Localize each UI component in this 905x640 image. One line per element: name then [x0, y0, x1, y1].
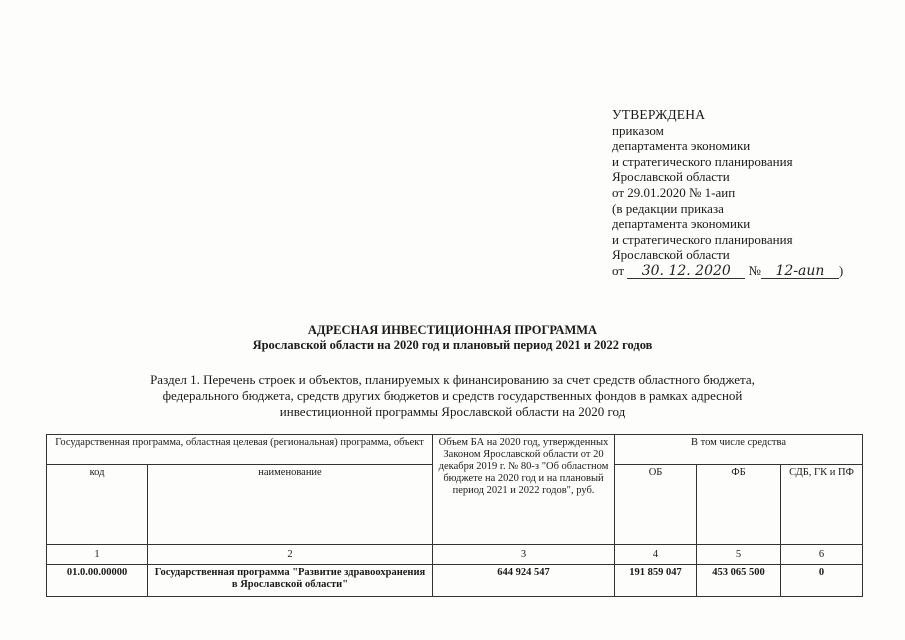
- header-sdb: СДБ, ГК и ПФ: [781, 465, 863, 545]
- row-volume: 644 924 547: [433, 565, 615, 597]
- row-fb: 453 065 500: [697, 565, 781, 597]
- closing-paren: ): [838, 262, 844, 278]
- approval-line: приказом: [612, 122, 664, 138]
- header-fb: ФБ: [697, 465, 781, 545]
- column-number: 1: [47, 545, 148, 565]
- document-title: [0, 323, 905, 353]
- column-number: 6: [781, 545, 863, 565]
- approval-line: (в редакции приказа: [612, 200, 724, 216]
- row-name: Государственная программа "Развитие здравоохранения в Ярославской области": [148, 565, 433, 597]
- approval-heading: УТВЕРЖДЕНА: [612, 107, 706, 122]
- approval-line: Ярославской области: [612, 169, 730, 185]
- handwritten-number: 12-аип: [761, 265, 839, 279]
- handwritten-date: 30. 12. 2020: [627, 265, 745, 279]
- header-code: код: [47, 465, 148, 545]
- approval-line: Ярославской области: [612, 247, 730, 263]
- column-number: 2: [148, 545, 433, 565]
- approval-line: и стратегического планирования: [612, 153, 793, 169]
- section-line-3: инвестиционной программы Ярославской области на 2020 год: [279, 404, 626, 419]
- approval-block: [612, 107, 872, 279]
- section-line-1: Раздел 1. Перечень строек и объектов, планируемых к финансированию за счет средств областного бюджета,: [150, 372, 755, 387]
- column-number: 5: [697, 545, 781, 565]
- title-line-1: АДРЕСНАЯ ИНВЕСТИЦИОННАЯ ПРОГРАММА: [307, 323, 598, 337]
- column-number: 4: [615, 545, 697, 565]
- header-program-group: Государственная программа, областная целевая (региональная) программа, объект: [47, 435, 433, 465]
- section-line-2: федерального бюджета, средств других бюджетов и средств государственных фондов в рамках адресной: [162, 388, 743, 403]
- row-sdb: 0: [781, 565, 863, 597]
- header-name: наименование: [148, 465, 433, 545]
- header-volume: Объем БА на 2020 год, утвержденных Законом Ярославской области от 20 декабря 2019 г. № 80-з "Об областном бюджете на 2020 год и на плановый период 2021 и 2022 годов", руб.: [433, 435, 615, 545]
- approval-line: департамента экономики: [612, 138, 751, 154]
- number-prefix: №: [748, 262, 761, 278]
- investment-table: [46, 434, 863, 597]
- approval-line: департамента экономики: [612, 216, 751, 232]
- row-ob: 191 859 047: [615, 565, 697, 597]
- date-prefix: от: [612, 262, 625, 278]
- approval-line: и стратегического планирования: [612, 231, 793, 247]
- header-ob: ОБ: [615, 465, 697, 545]
- row-code: 01.0.00.00000: [47, 565, 148, 597]
- header-including: В том числе средства: [615, 435, 863, 465]
- table-row: [47, 565, 863, 597]
- approval-line: от 29.01.2020 № 1-аип: [612, 184, 736, 200]
- section-heading: [80, 372, 825, 420]
- column-number: 3: [433, 545, 615, 565]
- approval-date-line: [612, 263, 872, 279]
- title-line-2: Ярославской области на 2020 год и плановый период 2021 и 2022 годов: [252, 338, 653, 352]
